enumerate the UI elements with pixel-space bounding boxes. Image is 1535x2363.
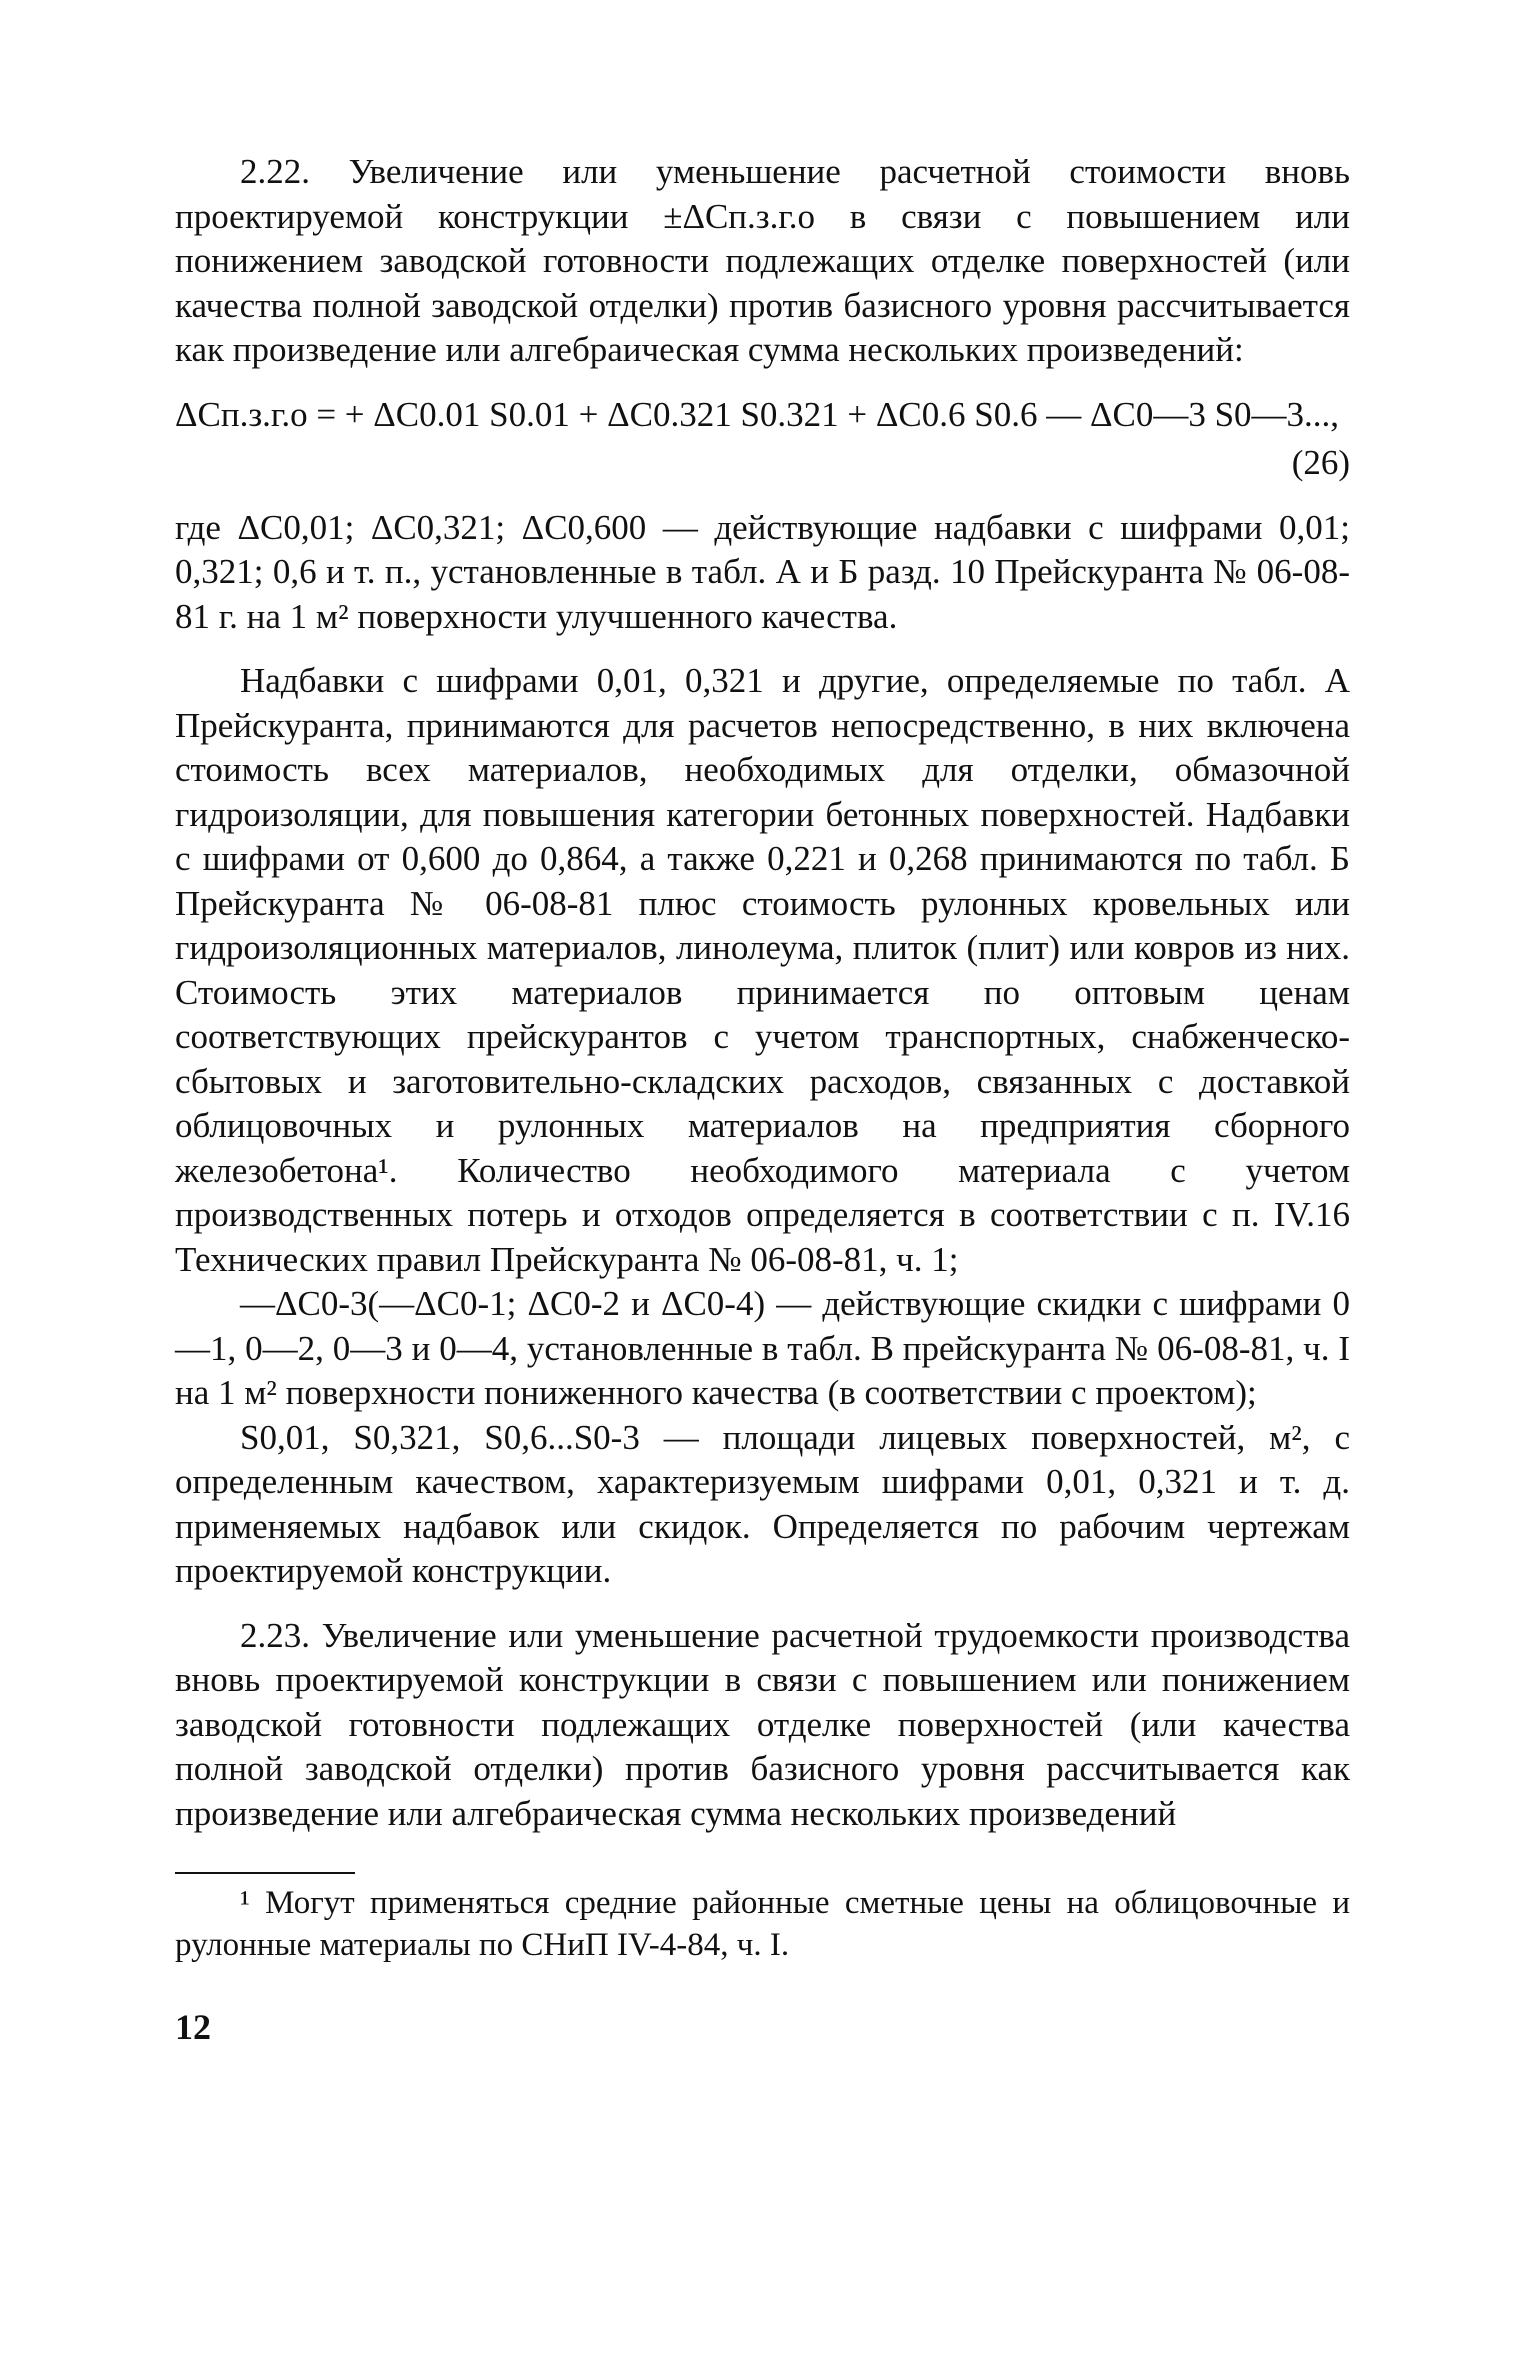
formula-number: (26): [1291, 443, 1350, 482]
formula-26: [175, 393, 1350, 486]
paragraph-discounts: —ΔC0-3(—ΔC0-1; ΔC0-2 и ΔC0-4) — действующие скидки с шифрами 0—1, 0—2, 0—3 и 0—4, установленные в табл. В прейскуранта № 06-08-81, ч. I на 1 м² поверхности пониженного качества (в соответствии с проектом);: [175, 1284, 1350, 1412]
footnote-divider: [175, 1872, 355, 1874]
footnote: ¹ Могут применяться средние районные сметные цены на облицовочные и рулонные материалы по СНиП IV-4-84, ч. I.: [175, 1885, 1350, 1963]
page-number: 12: [175, 2007, 211, 2047]
paragraph-2-23: 2.23. Увеличение или уменьшение расчетной трудоемкости производства вновь проектируемой конструкции в связи с повышением или понижением заводской готовности подлежащих отделке поверхностей (или качества полной заводской отделки) против базисного уровня рассчитывается как произведение или алгебраическая сумма нескольких произведений: [175, 1615, 1350, 1833]
formula-expression: ΔCп.з.г.о = + ΔC0.01 S0.01 + ΔC0.321 S0.321 + ΔC0.6 S0.6 — ΔC0—3 S0—3...,: [175, 394, 1340, 434]
paragraph-surcharges: Надбавки с шифрами 0,01, 0,321 и другие, определяемые по табл. А Прейскуранта, принимаются для расчетов непосредственно, в них включена стоимость всех материалов, необходимых для отделки, обмазочной гидроизоляции, для повышения категории бетонных поверхностей. Надбавки с шифрами от 0,600 до 0,864, а также 0,221 и 0,268 принимаются по табл. Б Прейскуранта № 06-08-81 плюс стоимость рулонных кровельных или гидроизоляционных материалов, линолеума, плиток (плит) или ковров из них. Стоимость этих материалов принимается по оптовым ценам соответствующих прейскурантов с учетом транспортных, снабженческо-сбытовых и заготовительно-складских расходов, связанных с доставкой облицовочных и рулонных материалов на предприятия сборного железобетона¹. Количество необходимого материала с учетом производственных потерь и отходов определяется в соответствии с п. IV.16 Технических правил Прейскуранта № 06-08-81, ч. 1;: [175, 661, 1350, 1279]
document-page: [175, 150, 1350, 2048]
paragraph-definitions: где ΔC0,01; ΔC0,321; ΔC0,600 — действующие надбавки с шифрами 0,01; 0,321; 0,6 и т. п., установленные в табл. А и Б разд. 10 Прейскуранта № 06-08-81 г. на 1 м² поверхности улучшенного качества.: [175, 507, 1350, 636]
paragraph-2-22: 2.22. Увеличение или уменьшение расчетной стоимости вновь проектируемой конструкции ±ΔCп.з.г.о в связи с повышением или понижением заводской готовности подлежащих отделке поверхностей (или качества полной заводской отделки) против базисного уровня рассчитывается как произведение или алгебраическая сумма нескольких произведений:: [175, 152, 1350, 369]
paragraph-areas: S0,01, S0,321, S0,6...S0-3 — площади лицевых поверхностей, м², с определенным качеством, характеризуемым шифрами 0,01, 0,321 и т. д. применяемых надбавок или скидок. Определяется по рабочим чертежам проектируемой конструкции.: [175, 1417, 1350, 1590]
